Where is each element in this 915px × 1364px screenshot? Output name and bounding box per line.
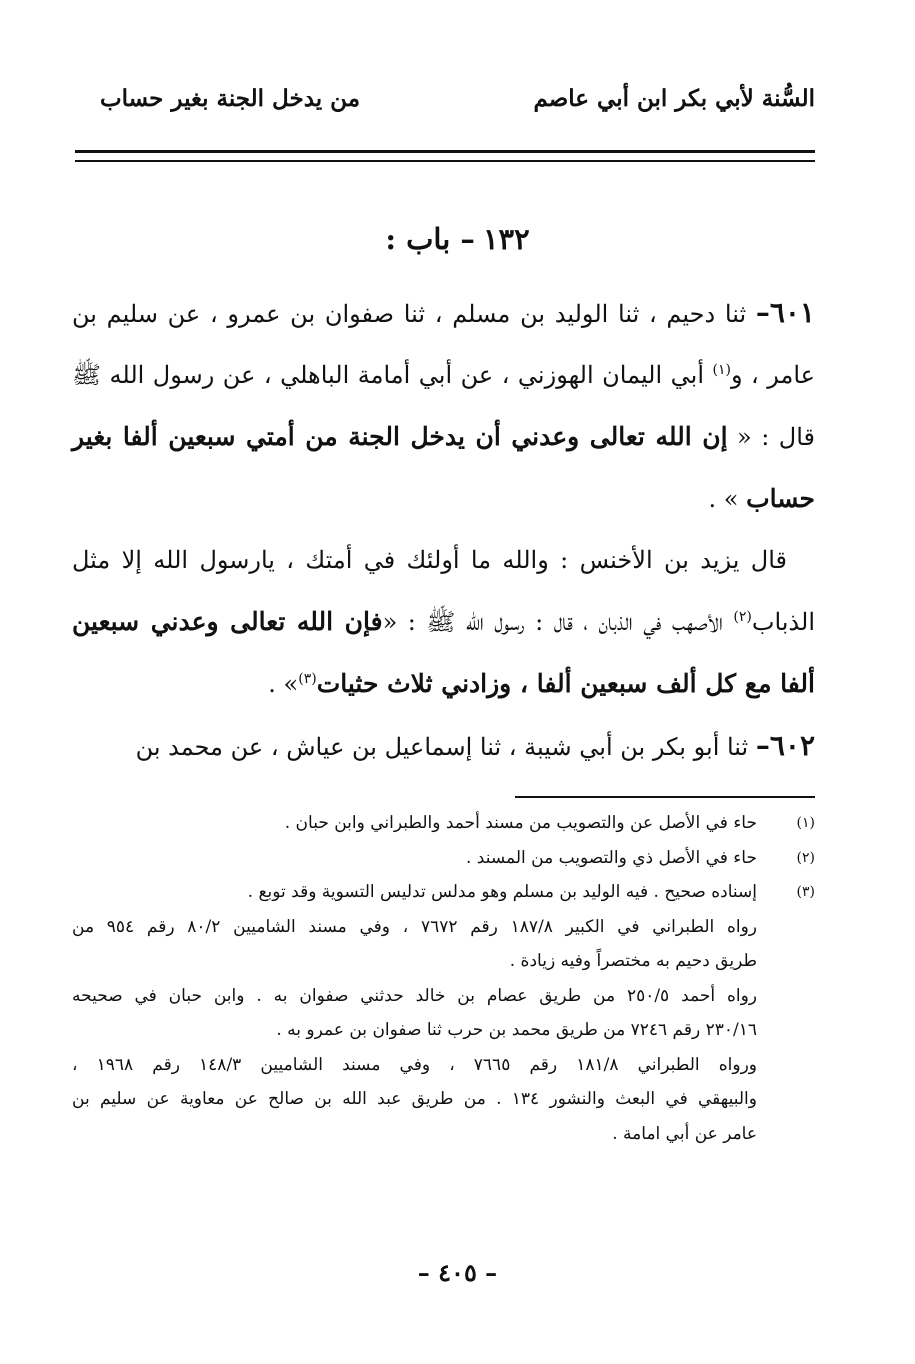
footnote-3 bbox=[72, 875, 815, 910]
footnote-3-continuation bbox=[72, 910, 815, 1152]
footnote-separator bbox=[515, 796, 815, 798]
footnote-line: رواه أحمد ٢٥٠/٥ من طريق عصام بن خالد حدثني صفوان به . وابن حبان في صحيحه bbox=[72, 985, 757, 1006]
book-title: السُّنة لأبي بكر ابن أبي عاصم bbox=[533, 84, 815, 112]
footnote-1 bbox=[72, 806, 815, 841]
footnote-1-text: حاء في الأصل عن والتصويب من مسند أحمد والطبراني وابن حبان . bbox=[284, 813, 757, 833]
hadith-601-close: » . bbox=[708, 485, 747, 513]
yazid-text-a: قال يزيد بن الأخنس : والله ما أولئك في أمتك ، يارسول الله إلا مثل الذباب bbox=[72, 546, 816, 636]
chapter-number: ١٣٢ bbox=[482, 222, 530, 256]
main-text bbox=[72, 282, 815, 778]
hadith-601-matn: إن الله تعالى وعدني أن يدخل الجنة من أمتي سبعين ألفا بغير حساب bbox=[72, 422, 815, 513]
hadith-601-isnad-1: ثنا دحيم ، ثنا الوليد بن مسلم ، ثنا صفوان بن عمرو ، عن سليم bbox=[106, 300, 747, 328]
hadith-602-paragraph bbox=[72, 715, 815, 778]
section-title: من يدخل الجنة بغير حساب bbox=[100, 84, 361, 112]
hadith-602-isnad: ثنا أبو بكر بن أبي شيبة ، ثنا إسماعيل بن عياش ، عن محمد بن bbox=[135, 733, 749, 761]
yazid-close: » . bbox=[268, 670, 299, 698]
yazid-paragraph bbox=[72, 530, 815, 715]
footnote-2-text: حاء في الأصل ذي والتصويب من المسند . bbox=[465, 847, 757, 868]
chapter-heading bbox=[100, 222, 815, 256]
footnotes bbox=[72, 806, 815, 1151]
footnote-1-mark: (١) bbox=[796, 815, 815, 831]
footnote-line: رواه الطبراني في الكبير ١٨٧/٨ رقم ٧٦٧٢ ، وفي مسند الشاميين ٨٠/٢ رقم ٩٥٤ من bbox=[72, 916, 758, 937]
chapter-label: – باب : bbox=[385, 222, 475, 256]
yazid-text-b: الأصهب في الذبان ، قال : رسول الله ﷺ : « bbox=[382, 608, 734, 636]
footnote-3-mark: (٣) bbox=[796, 884, 815, 900]
footnote-ref-3: (٣) bbox=[298, 671, 317, 687]
running-header bbox=[100, 78, 815, 118]
footnote-3-text: إسناده صحيح . فيه الوليد بن مسلم وهو مدلس تدليس التسوية وقد توبع . bbox=[247, 882, 757, 902]
page-number: – ٤٠٥ – bbox=[417, 1258, 498, 1287]
footnote-line: ورواه الطبراني ١٨١/٨ رقم ٧٦٦٥ ، وفي مسند الشاميين ١٤٨/٣ رقم ١٩٦٨ ، bbox=[72, 1054, 757, 1075]
footnote-ref-2: (٢) bbox=[733, 609, 752, 625]
footnote-2-mark: (٢) bbox=[796, 849, 815, 866]
header-rule-thick bbox=[75, 150, 815, 153]
hadith-601-isnad-2b: أبي اليمان الهوزني ، عن أبي أمامة الباهلي ، عن رسول الله bbox=[109, 361, 713, 389]
footnote-line: طريق دحيم به مختصراً وفيه زيادة . bbox=[509, 951, 757, 971]
hadith-602-number: ٦٠٢– bbox=[755, 729, 815, 762]
footnote-2 bbox=[72, 841, 815, 876]
footnote-line: ٢٣٠/١٦ رقم ٧٢٤٦ من طريق محمد بن حرب ثنا صفوان بن عمرو به . bbox=[276, 1020, 757, 1040]
header-rule-thin bbox=[75, 160, 815, 162]
hadith-601-qala: ﷺ قال : « bbox=[72, 361, 816, 451]
hadith-601-number: ٦٠١– bbox=[755, 296, 815, 329]
footnote-ref-1: (١) bbox=[712, 362, 731, 378]
hadith-601-paragraph bbox=[72, 282, 815, 530]
hadith-601-isnad-2a: بن عامر ، و bbox=[72, 300, 816, 389]
yazid-matn: فإن الله تعالى وعدني سبعين ألفا مع كل ألف سبعين ألفا ، وزادني ثلاث حثيات bbox=[72, 607, 815, 698]
footnote-line: والبيهقي في البعث والنشور ١٣٤ . من طريق عبد الله بن صالح عن معاوية عن سليم بن bbox=[72, 1089, 757, 1109]
footnote-line: عامر عن أبي امامة . bbox=[612, 1123, 757, 1144]
